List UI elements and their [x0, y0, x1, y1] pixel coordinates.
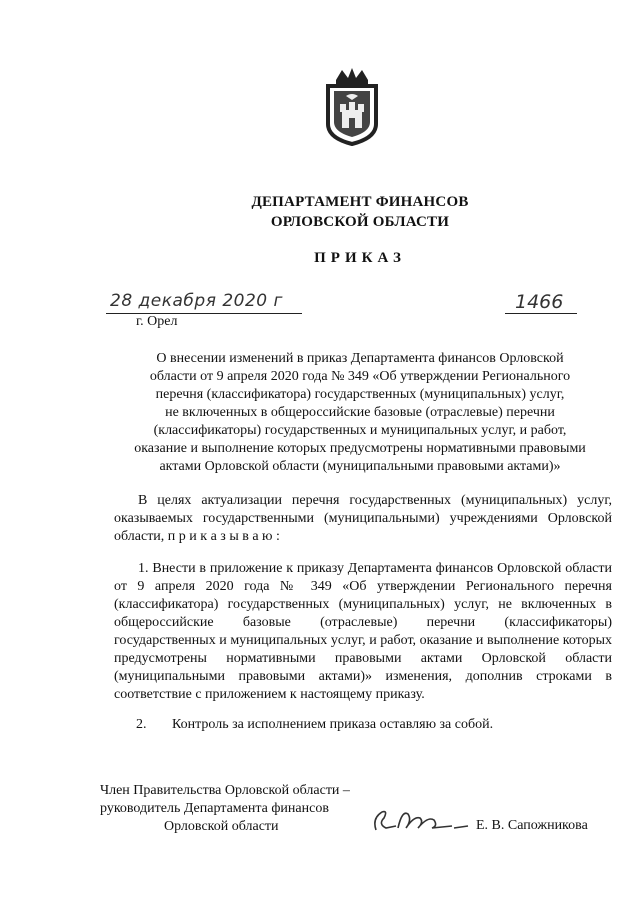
subject-line: оказание и выполнение которых предусмотрены нормативными правовыми — [134, 441, 586, 456]
orel-oblast-coat-of-arms-icon — [322, 66, 382, 146]
subject-line: области от 9 апреля 2020 года № 349 «Об утверждении Регионального — [149, 369, 571, 384]
subject-line: О внесении изменений в приказ Департамента финансов Орловской — [156, 351, 564, 366]
subject-line: актами Орловской области (муниципальными правовыми актами)» — [159, 459, 561, 474]
order-item-1: 1. Внести в приложение к приказу Департамента финансов Орловской области от 9 апреля 2020 года № 349 «Об утверждении Регионального перечня (классификатора) государственных (муниципальных) услуг, не включенных в общероссийские базовые (отраслевые) перечни (классификаторы) государственных и муниципальных услуг, и работ, оказание и выполнение которых предусмотрены нормативными правовыми актами Орловской области (муниципальными правовыми актами)» изменения, дополнив строками в соответствие с приложением к настоящему приказу. — [114, 561, 612, 702]
handwritten-order-number: 1466 — [515, 291, 564, 313]
order-item-2-number: 2. — [136, 717, 147, 732]
organization-name-line2: ОРЛОВСКОЙ ОБЛАСТИ — [270, 214, 450, 230]
document-type-title: ПРИКАЗ — [314, 250, 406, 266]
handwritten-date: 28 декабря 2020 г — [110, 291, 283, 311]
intro-paragraph: В целях актуализации перечня государственных (муниципальных) услуг, оказываемых государственными (муниципальными) учреждениями Орловской области, п р и к а з ы в а ю : — [114, 493, 612, 544]
organization-name-line1: ДЕПАРТАМЕНТ ФИНАНСОВ — [251, 194, 469, 210]
number-underline — [505, 313, 577, 314]
subject-line: перечня (классификатора) государственных (муниципальных) услуг, — [155, 387, 565, 402]
signatory-line2: руководитель Департамента финансов — [100, 801, 329, 816]
city-label: г. Орел — [136, 314, 178, 329]
signatory-line3: Орловской области — [164, 819, 279, 834]
subject-line: (классификаторы) государственных и муниципальных услуг, и работ, — [153, 423, 567, 438]
signatory-position — [100, 782, 350, 836]
order-item-2 — [136, 716, 606, 734]
order-subject — [100, 350, 620, 476]
signatory-line1: Член Правительства Орловской области – — [100, 783, 350, 798]
signatory-name: Е. В. Сапожникова — [476, 818, 588, 833]
subject-line: не включенных в общероссийские базовые (отраслевые) перечни — [165, 405, 555, 420]
order-item-2-text: Контроль за исполнением приказа оставляю за собой. — [172, 717, 494, 732]
handwritten-signature-icon — [368, 804, 472, 840]
